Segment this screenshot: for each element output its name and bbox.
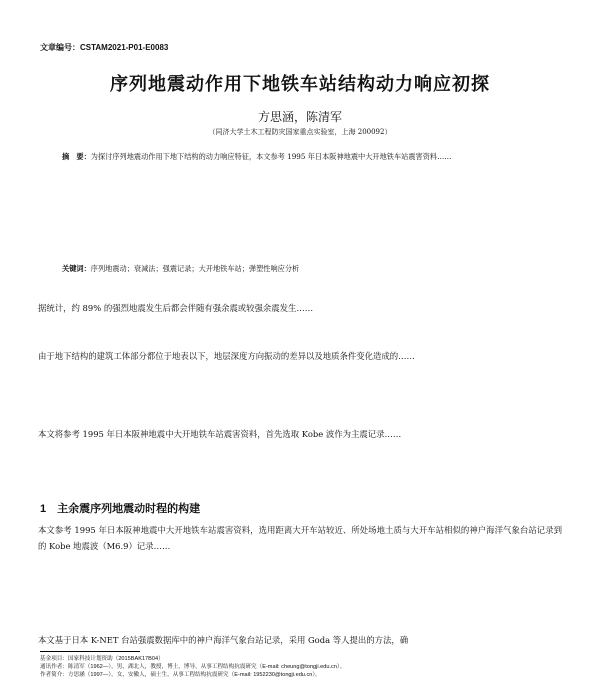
abstract-text: 为探讨序列地震动作用下地下结构的动力响应特征，本文参考 1995 年日本阪神地震中大开地铁车站震害资料…… — [90, 152, 452, 161]
paper-authors: 方思涵，陈清军 — [257, 110, 342, 124]
paper-affiliation: （同济大学土木工程防灾国家重点实验室，上海 200092） — [208, 128, 392, 136]
body-paragraph-5: 本文基于日本 K-NET 台站强震数据库中的神户海洋气象台站记录，采用 Goda 等人提出的方法，确 — [38, 635, 409, 645]
body-paragraph-1: 据统计，约 89% 的强烈地震发生后都会伴随有强余震或较强余震发生…… — [38, 303, 314, 313]
keywords-text: 序列地震动；衰减法；强震记录；大开地铁车站；弹塑性响应分析 — [90, 264, 300, 273]
abstract-label: 摘 要： — [62, 152, 91, 161]
paper-title: 序列地震动作用下地铁车站结构动力响应初探 — [110, 74, 490, 95]
footnote-author-2: 作者简介：方思涵（1997—），女，安徽人，硕士生，从事工程结构抗震研究（E-mail: 1952230@tongji.edu.cn）。 — [40, 672, 321, 678]
body-paragraph-4: 本文参考 1995 年日本阪神地震中大开地铁车站震害资料，选用距离大开车站较近、所处场地土质与大开车站相似的神户海洋气象台站记录到的 Kobe 地震波（M6.9）记录…… — [38, 525, 562, 552]
footnote-fund: 基金项目：国家科技计划资助（2015BAK17B04） — [40, 656, 164, 662]
abstract-block — [62, 150, 538, 163]
keywords-label: 关键词： — [62, 264, 91, 273]
footnote-author-1: 通讯作者：陈清军（1962—），男，湖北人，教授，博士，博导，从事工程结构抗震研究（E-mail: cheung@tongji.edu.cn）。 — [40, 664, 346, 670]
body-paragraph-3: 本文将参考 1995 年日本阪神地震中大开地铁车站震害资料，首先选取 Kobe 波作为主震记录…… — [38, 429, 402, 439]
article-number: 文章编号：CSTAM2021-P01-E0083 — [40, 43, 169, 52]
keywords-block — [62, 264, 538, 274]
section-heading-1: 1 主余震序列地震动时程的构建 — [40, 503, 201, 515]
footnote-rule — [40, 651, 140, 652]
body-paragraph-2: 由于地下结构的建筑工体部分都位于地表以下，地层深度方向振动的差异以及地质条件变化造成的…… — [38, 351, 415, 361]
